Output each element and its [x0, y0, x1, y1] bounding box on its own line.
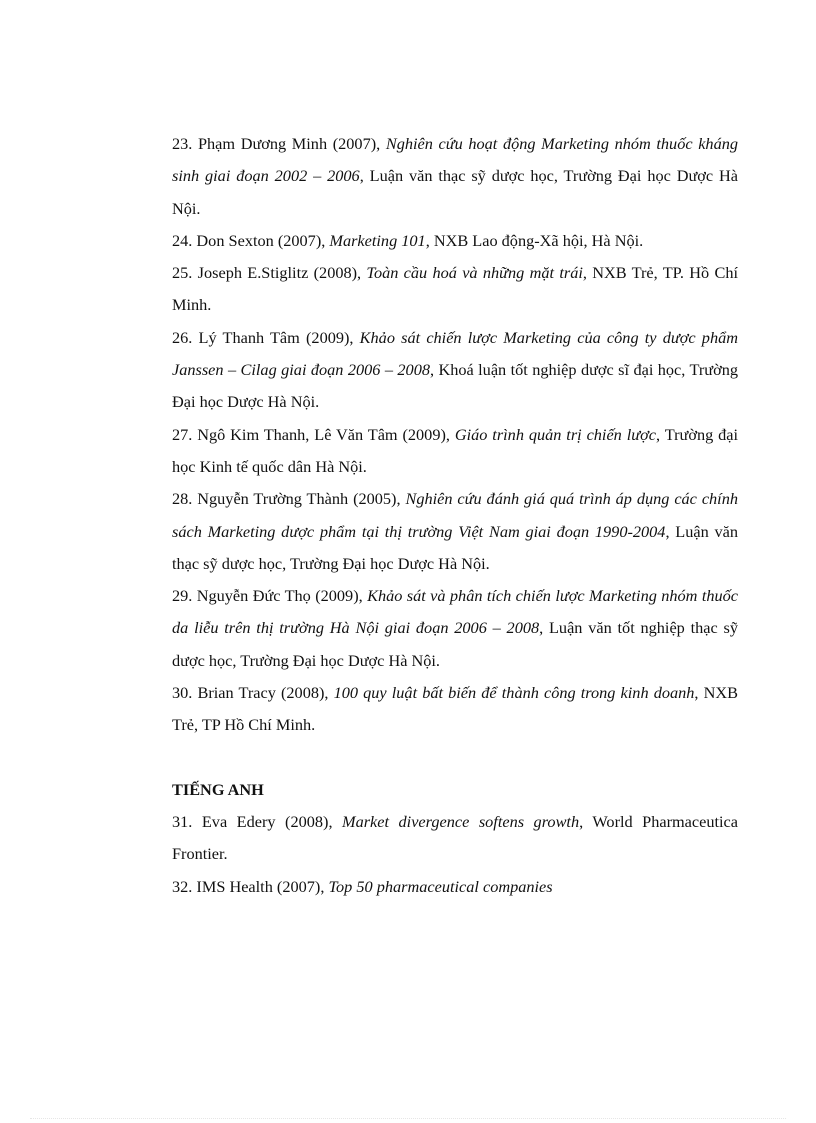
reference-author: Phạm Dương Minh (2007), [192, 134, 386, 153]
reference-number: 26. [172, 327, 193, 347]
reference-author: Eva Edery (2008), [192, 811, 343, 831]
reference-publisher: , NXB Trẻ, TP Hồ Chí Minh. [172, 683, 738, 735]
reference-title: Toàn cầu hoá và những mặt trái [366, 263, 583, 283]
section-heading-english: TIẾNG ANH [172, 779, 264, 799]
reference-number: 28. [172, 489, 193, 509]
reference-item-25 [172, 257, 738, 322]
reference-number: 32. [172, 876, 193, 896]
page-footer-divider [30, 1118, 786, 1119]
reference-title: Nghiên cứu đánh giá quá trình áp dụng các chính sách Marketing dược phẩm tại thị trường Việt Nam giai đoạn 1990-2004 [172, 489, 738, 541]
reference-number: 24. [172, 230, 193, 250]
reference-author: Brian Tracy (2008), [192, 683, 334, 703]
reference-publisher: , NXB Trẻ, TP. Hồ Chí Minh. [172, 263, 738, 315]
reference-publisher: , World Pharmaceutica Frontier. [172, 811, 738, 864]
reference-author: Don Sexton (2007), [192, 230, 330, 250]
reference-author: Nguyễn Đức Thọ (2009), [192, 586, 368, 606]
reference-title: Top 50 pharmaceutical companies [328, 876, 553, 896]
reference-publisher: , NXB Lao động-Xã hội, Hà Nội. [425, 230, 644, 250]
reference-title: Market divergence softens growth [342, 811, 580, 831]
reference-number: 31. [172, 811, 193, 831]
reference-item-28 [172, 483, 738, 580]
reference-publisher: , Luận văn thạc sỹ dược học, Trường Đại học Dược Hà Nội. [172, 521, 739, 573]
reference-publisher: , Trường đại học Kinh tế quốc dân Hà Nội. [172, 424, 738, 476]
reference-number: 25. [172, 263, 193, 283]
reference-title: Khảo sát và phân tích chiến lược Marketing nhóm thuốc da liễu trên thị trường Hà Nội giai đoạn 2006 – 2008 [172, 586, 738, 638]
reference-publisher: , Khoá luận tốt nghiệp dược sĩ đại học, Trường Đại học Dược Hà Nội. [172, 360, 738, 412]
reference-publisher: , Luận văn tốt nghiệp thạc sỹ dược học, Trường Đại học Dược Hà Nội. [172, 618, 739, 670]
reference-author: IMS Health (2007), [192, 876, 329, 896]
reference-title: Marketing 101 [329, 230, 426, 250]
reference-item-24 [172, 225, 738, 257]
reference-publisher: , Luận văn thạc sỹ dược học, Trường Đại học Dược Hà Nội. [172, 166, 738, 218]
reference-author: Nguyễn Trường Thành (2005), [192, 489, 406, 509]
reference-item-27 [172, 419, 738, 484]
reference-title: Nghiên cứu hoạt động Marketing nhóm thuốc kháng sinh giai đoạn 2002 – 2006 [172, 134, 738, 186]
reference-author: Lý Thanh Tâm (2009), [192, 327, 360, 347]
reference-item-23 [172, 128, 738, 225]
reference-item-32 [172, 871, 738, 903]
reference-number: 29. [172, 586, 193, 606]
reference-list [172, 128, 738, 903]
reference-number: 27. [172, 424, 193, 444]
reference-number: 23. [172, 134, 193, 153]
reference-title: Giáo trình quản trị chiến lược [454, 424, 657, 444]
reference-title: Khảo sát chiến lược Marketing của công ty dược phẩm Janssen – Cilag giai đoạn 2006 – 2008 [172, 327, 738, 380]
reference-item-29 [172, 580, 738, 677]
reference-number: 30. [172, 683, 193, 703]
reference-author: Ngô Kim Thanh, Lê Văn Tâm (2009), [192, 424, 455, 444]
reference-item-26 [172, 322, 738, 419]
reference-author: Joseph E.Stiglitz (2008), [192, 263, 367, 283]
reference-title: 100 quy luật bất biến để thành công trong kinh doanh [333, 683, 695, 703]
reference-item-30 [172, 677, 738, 742]
reference-item-31 [172, 806, 738, 871]
